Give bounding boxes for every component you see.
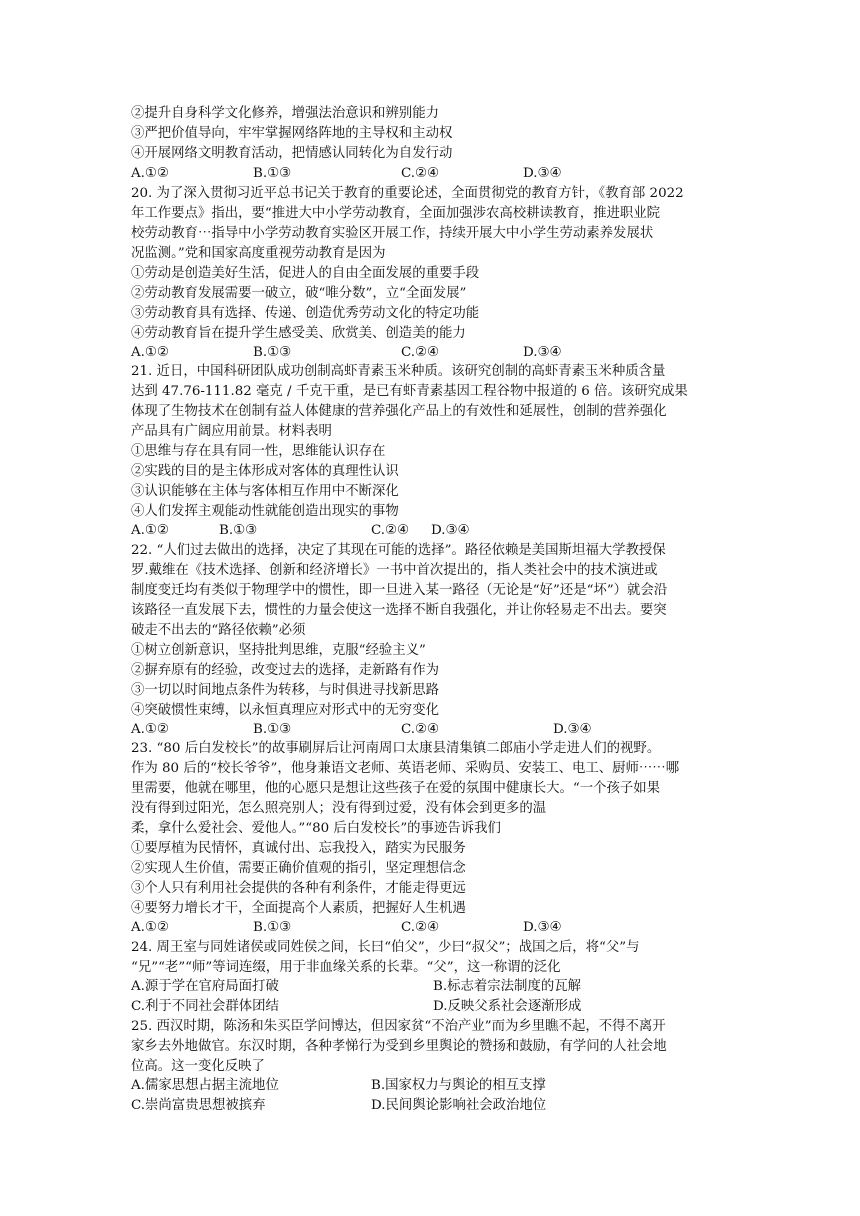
q23-stem-line-1: 23. “80 后白发校长”的故事刷屏后让河南周口太康县清集镇二郎庙小学走进人们的视野。 — [131, 741, 661, 756]
q20-item-3: ③劳动教育具有选择、传递、创造优秀劳动文化的特定功能 — [131, 306, 480, 321]
q23-stem-line-5: 柔，拿什么爱社会、爱他人。”“80 后白发校长”的事迹告诉我们 — [131, 821, 501, 836]
q23-option-a: A.①② — [131, 920, 169, 935]
q24-option-b: B.标志着宗法制度的瓦解 — [433, 979, 582, 994]
q20-stem-line-1: 20. 为了深入贯彻习近平总书记关于教育的重要论述，全面贯彻党的教育方针，《教育部 2022 — [131, 186, 684, 201]
q19-option-b: B.①③ — [253, 166, 292, 181]
q22-stem-line-1: 22. “人们过去做出的选择，决定了其现在可能的选择”。路径依赖是美国斯坦福大学教授保 — [131, 543, 666, 558]
q21-stem-line-3: 体现了生物技术在创制有益人体健康的营养强化产品上的有效性和延展性，创制的营养强化 — [131, 404, 667, 419]
q21-item-1: ①思维与存在具有同一性，思维能认识存在 — [131, 444, 386, 459]
q23-option-d: D.③④ — [523, 920, 562, 935]
q25-stem-line-3: 位高。这一变化反映了 — [131, 1059, 265, 1074]
q20-stem-line-2: 年工作要点》指出，要“推进大中小学劳动教育，全面加强涉农高校耕读教育，推进职业院 — [131, 206, 661, 221]
q22-option-d: D.③④ — [553, 722, 592, 737]
q23-option-b: B.①③ — [253, 920, 292, 935]
q19-option-a: A.①② — [131, 166, 169, 181]
q22-stem-line-5: 破走不出去的“路径依赖”必须 — [131, 623, 306, 638]
q19-item-2: ②提升自身科学文化修养，增强法治意识和辨别能力 — [131, 106, 439, 121]
q23-item-4: ④要努力增长才干，全面提高个人素质，把握好人生机遇 — [131, 901, 466, 916]
q20-option-b: B.①③ — [253, 345, 292, 360]
q23-stem-line-2: 作为 80 后的“校长爷爷”，他身兼语文老师、英语老师、采购员、安装工、电工、厨师⋯⋯哪 — [131, 761, 680, 776]
q25-option-c: C.崇尚富贵思想被摈弃 — [131, 1098, 266, 1113]
q21-item-2: ②实践的目的是主体形成对客体的真理性认识 — [131, 464, 399, 479]
q21-option-a: A.①② — [131, 523, 169, 538]
q20-item-2: ②劳动教育发展需要一破立，破“唯分数”，立“全面发展” — [131, 286, 467, 301]
q19-item-3: ③严把价值导向，牢牢掌握网络阵地的主导权和主动权 — [131, 126, 453, 141]
q25-stem-line-1: 25. 西汉时期，陈汤和朱买臣学问博达，但因家贫“不治产业”而为乡里瞧不起，不得不离开 — [131, 1019, 666, 1034]
q19-option-d: D.③④ — [523, 166, 562, 181]
q25-option-b: B.国家权力与舆论的相互支撑 — [371, 1078, 546, 1093]
q23-stem-line-3: 里需要，他就在哪里，他的心愿只是想让这些孩子在爱的氛围中健康长大。“一个孩子如果 — [131, 781, 661, 796]
q21-item-3: ③认识能够在主体与客体相互作用中不断深化 — [131, 484, 399, 499]
q21-item-4: ④人们发挥主观能动性就能创造出现实的事物 — [131, 504, 399, 519]
q19-option-c: C.②④ — [401, 166, 440, 181]
q25-option-d: D.民间舆论影响社会政治地位 — [371, 1098, 547, 1113]
q25-stem-line-2: 家乡去外地做官。东汉时期，各种孝悌行为受到乡里舆论的赞扬和鼓励，有学问的人社会地 — [131, 1039, 667, 1054]
q22-stem-line-2: 罗.戴维在《技术选择、创新和经济增长》一书中首次提出的，指人类社会中的技术演进或 — [131, 563, 658, 578]
q19-item-4: ④开展网络文明教育活动，把情感认同转化为自发行动 — [131, 146, 453, 161]
q21-stem-line-4: 产品具有广阔应用前景。材料表明 — [131, 424, 332, 439]
q21-option-b: B.①③ — [219, 523, 258, 538]
q24-option-c: C.利于不同社会群体团结 — [131, 999, 279, 1014]
q22-option-c: C.②④ — [401, 722, 440, 737]
q23-item-3: ③个人只有利用社会提供的各种有利条件，才能走得更远 — [131, 881, 466, 896]
q22-item-2: ②摒弃原有的经验，改变过去的选择，走新路有作为 — [131, 663, 439, 678]
q21-stem-line-1: 21. 近日，中国科研团队成功创制高虾青素玉米种质。该研究创制的高虾青素玉米种质含量 — [131, 364, 666, 379]
q21-stem-line-2: 达到 47.76-111.82 毫克 / 千克干重，是已有虾青素基因工程谷物中报道的 6 倍。该研究成果 — [131, 384, 688, 399]
q23-option-c: C.②④ — [401, 920, 440, 935]
q24-stem-line-2: “兄”“老”“师”等词连缀，用于非血缘关系的长辈。“父”，这一称谓的泛化 — [131, 960, 561, 975]
q22-option-a: A.①② — [131, 722, 169, 737]
q20-stem-line-4: 况监测。”党和国家高度重视劳动教育是因为 — [131, 246, 386, 261]
q21-option-c: C.②④ — [371, 523, 410, 538]
q24-option-a: A.源于学在官府局面打破 — [131, 979, 279, 994]
q24-option-d: D.反映父系社会逐渐形成 — [433, 999, 582, 1014]
q23-stem-line-4: 没有得到过阳光，怎么照亮别人；没有得到过爱，没有体会到更多的温 — [131, 801, 547, 816]
q20-option-d: D.③④ — [523, 345, 562, 360]
q23-item-1: ①要厚植为民情怀，真诚付出、忘我投入，踏实为民服务 — [131, 841, 466, 856]
q22-item-3: ③一切以时间地点条件为转移，与时俱进寻找新思路 — [131, 683, 439, 698]
q21-option-d: D.③④ — [431, 523, 470, 538]
q20-item-1: ①劳动是创造美好生活，促进人的自由全面发展的重要手段 — [131, 266, 480, 281]
q25-option-a: A.儒家思想占据主流地位 — [131, 1078, 279, 1093]
q23-item-2: ②实现人生价值，需要正确价值观的指引，坚定理想信念 — [131, 861, 466, 876]
q22-stem-line-4: 该路径一直发展下去，惯性的力量会使这一选择不断自我强化，并让你轻易走不出去。要突 — [131, 603, 667, 618]
q20-option-a: A.①② — [131, 345, 169, 360]
q24-stem-line-1: 24. 周王室与同姓诸侯或同姓侯之间，长曰“伯父”，少曰“叔父”；战国之后，将“父”与 — [131, 940, 640, 955]
q22-stem-line-3: 制度变迁均有类似于物理学中的惯性，即一旦进入某一路径（无论是“好”还是“坏”）就会沿 — [131, 583, 668, 598]
q20-item-4: ④劳动教育旨在提升学生感受美、欣赏美、创造美的能力 — [131, 326, 466, 341]
q20-stem-line-3: 校劳动教育⋯指导中小学劳动教育实验区开展工作，持续开展大中小学生劳动素养发展状 — [131, 226, 654, 241]
q20-option-c: C.②④ — [401, 345, 440, 360]
q22-item-1: ①树立创新意识，坚持批判思维，克服“经验主义” — [131, 643, 426, 658]
q22-option-b: B.①③ — [253, 722, 292, 737]
q22-item-4: ④突破惯性束缚，以永恒真理应对形式中的无穷变化 — [131, 703, 439, 718]
